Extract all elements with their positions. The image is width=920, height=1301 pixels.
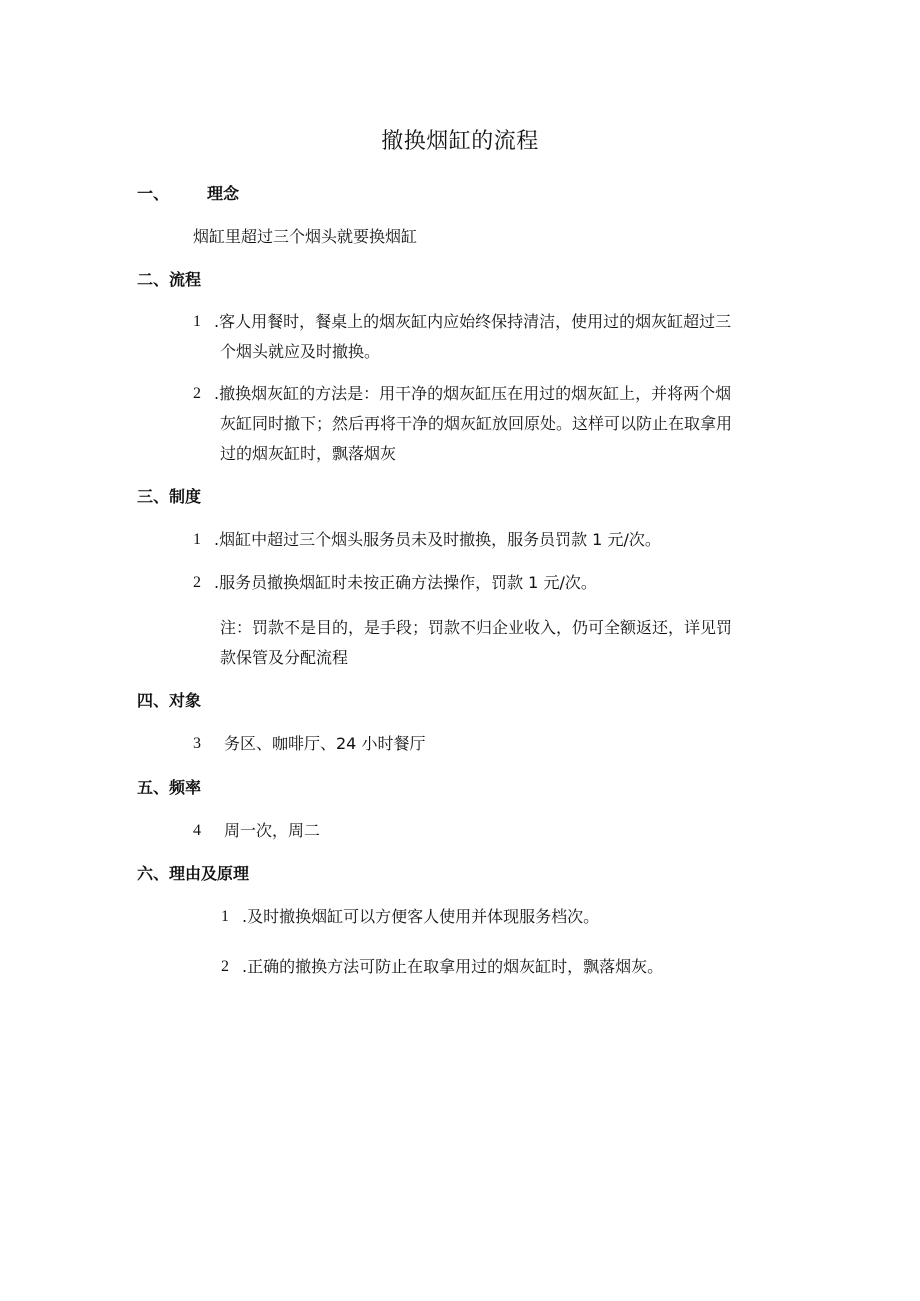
item-text <box>214 379 732 469</box>
item-line: .及时撤换烟缸可以方便客人使用并体现服务档次。 <box>242 907 600 926</box>
item-line: .烟缸中超过三个烟头服务员未及时撤换，服务员罚款 1 元/次。 <box>214 530 661 549</box>
item-number: 4 <box>193 822 201 839</box>
section-heading-frequency: 五、频率 <box>137 778 202 797</box>
item-text <box>242 952 663 982</box>
item-text <box>242 902 599 932</box>
section-heading-concept <box>137 183 239 205</box>
item-line: .服务员撤换烟缸时未按正确方法操作，罚款 1 元/次。 <box>214 573 597 592</box>
list-item <box>193 729 793 759</box>
list-item <box>193 379 793 469</box>
note-paragraph <box>220 613 780 673</box>
list-item <box>193 816 793 846</box>
page-title: 撤换烟缸的流程 <box>381 129 539 154</box>
item-line: 务区、咖啡厅、24 小时餐厅 <box>224 734 426 753</box>
section-heading-text: 理念 <box>207 184 240 203</box>
item-text <box>214 525 661 555</box>
item-number: 3 <box>193 735 201 752</box>
list-item <box>221 902 801 932</box>
item-text <box>214 307 731 367</box>
section-heading-target: 四、对象 <box>137 691 202 710</box>
item-text <box>224 729 425 759</box>
section-heading-reasons: 六、理由及原理 <box>137 864 250 883</box>
item-line: .正确的撤换方法可防止在取拿用过的烟灰缸时，飘落烟灰。 <box>242 957 664 976</box>
section-heading-rules: 三、制度 <box>137 487 202 506</box>
section-number: 一、 <box>137 184 170 203</box>
item-line: .客人用餐时，餐桌上的烟灰缸内应始终保持清洁，使用过的烟灰缸超过三 <box>214 312 732 331</box>
item-number: 2 <box>193 385 201 402</box>
item-line: 灰缸同时撤下；然后再将干净的烟灰缸放回原处。这样可以防止在取拿用 <box>220 414 733 433</box>
list-item <box>193 525 793 555</box>
item-number: 1 <box>193 531 201 548</box>
item-number: 1 <box>221 908 229 925</box>
item-number: 1 <box>193 313 201 330</box>
section-heading-process: 二、流程 <box>137 270 202 289</box>
item-number: 2 <box>221 958 229 975</box>
list-item <box>193 568 793 598</box>
note-line: 注：罚款不是目的，是手段；罚款不归企业收入，仍可全额返还，详见罚 <box>220 618 733 637</box>
item-line: 周一次，周二 <box>224 821 321 840</box>
concept-paragraph: 烟缸里超过三个烟头就要换烟缸 <box>193 227 418 246</box>
item-number: 2 <box>193 574 201 591</box>
item-line: .撤换烟灰缸的方法是：用干净的烟灰缸压在用过的烟灰缸上，并将两个烟 <box>214 384 732 403</box>
item-text <box>224 816 320 846</box>
item-line: 个烟头就应及时撤换。 <box>220 342 381 361</box>
list-item <box>193 307 793 367</box>
list-item <box>221 952 801 982</box>
item-line: 过的烟灰缸时，飘落烟灰 <box>220 444 397 463</box>
note-line: 款保管及分配流程 <box>220 648 349 667</box>
item-text <box>214 568 597 598</box>
